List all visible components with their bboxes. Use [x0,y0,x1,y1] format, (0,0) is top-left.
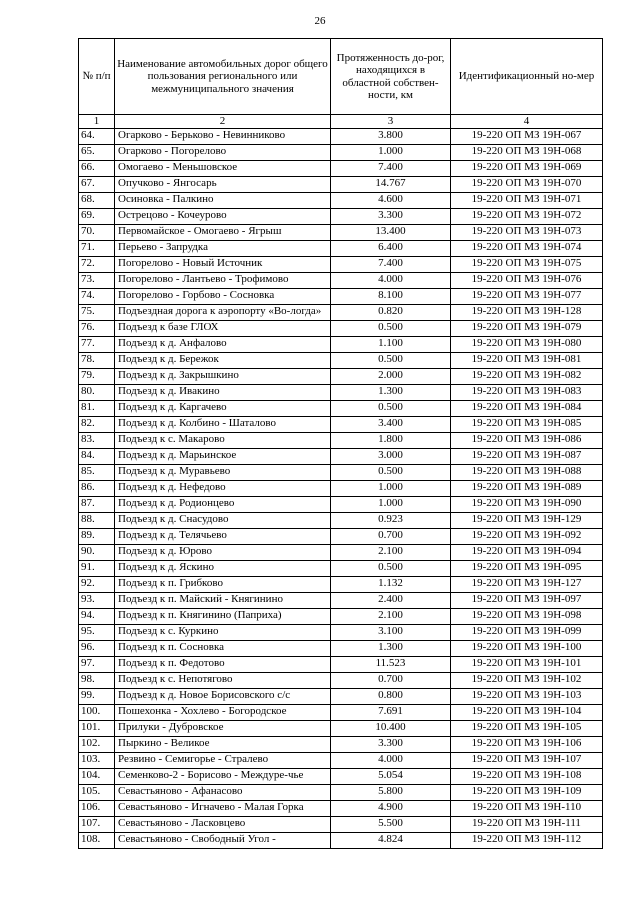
road-id: 19-220 ОП МЗ 19Н-079 [451,321,603,337]
table-row [79,369,603,385]
road-length: 4.900 [331,801,451,817]
row-number: 100. [79,705,115,721]
road-id: 19-220 ОП МЗ 19Н-075 [451,257,603,273]
road-length: 7.400 [331,161,451,177]
road-length: 1.300 [331,641,451,657]
column-number: 2 [115,115,331,129]
road-id: 19-220 ОП МЗ 19Н-080 [451,337,603,353]
road-id: 19-220 ОП МЗ 19Н-094 [451,545,603,561]
row-number: 87. [79,497,115,513]
row-number: 70. [79,225,115,241]
road-id: 19-220 ОП МЗ 19Н-069 [451,161,603,177]
row-number: 101. [79,721,115,737]
road-name: Прилуки - Дубровское [115,721,331,737]
row-number: 77. [79,337,115,353]
table-row [79,529,603,545]
road-id: 19-220 ОП МЗ 19Н-106 [451,737,603,753]
row-number: 84. [79,449,115,465]
road-name: Перьево - Запрудка [115,241,331,257]
road-name: Севастьяново - Игначево - Малая Горка [115,801,331,817]
road-length: 4.000 [331,753,451,769]
table-row [79,401,603,417]
road-id: 19-220 ОП МЗ 19Н-086 [451,433,603,449]
road-name: Подъезд к д. Снасудово [115,513,331,529]
road-id: 19-220 ОП МЗ 19Н-129 [451,513,603,529]
road-name: Погорелово - Горбово - Сосновка [115,289,331,305]
road-name: Подъездная дорога к аэропорту «Во-логда» [115,305,331,321]
road-length: 0.923 [331,513,451,529]
row-number: 95. [79,625,115,641]
road-length: 1.132 [331,577,451,593]
road-name: Подъезд к с. Куркино [115,625,331,641]
road-id: 19-220 ОП МЗ 19Н-081 [451,353,603,369]
road-name: Подъезд к д. Яскино [115,561,331,577]
road-length: 2.100 [331,609,451,625]
row-number: 73. [79,273,115,289]
road-length: 1.800 [331,433,451,449]
table-row [79,801,603,817]
row-number: 98. [79,673,115,689]
table-row [79,449,603,465]
table-row [79,145,603,161]
row-number: 107. [79,817,115,833]
row-number: 66. [79,161,115,177]
road-id: 19-220 ОП МЗ 19Н-072 [451,209,603,225]
table-row [79,161,603,177]
table-row [79,593,603,609]
road-name: Подъезд к д. Марьинское [115,449,331,465]
road-id: 19-220 ОП МЗ 19Н-097 [451,593,603,609]
roads-table [78,38,603,849]
table-row [79,257,603,273]
road-length: 0.500 [331,561,451,577]
row-number: 80. [79,385,115,401]
row-number: 85. [79,465,115,481]
road-id: 19-220 ОП МЗ 19Н-084 [451,401,603,417]
road-name: Подъезд к базе ГЛОХ [115,321,331,337]
row-number: 97. [79,657,115,673]
table-row [79,225,603,241]
road-length: 11.523 [331,657,451,673]
row-number: 82. [79,417,115,433]
road-length: 0.800 [331,689,451,705]
road-id: 19-220 ОП МЗ 19Н-076 [451,273,603,289]
road-id: 19-220 ОП МЗ 19Н-099 [451,625,603,641]
table-row [79,209,603,225]
table-row [79,689,603,705]
road-name: Подъезд к п. Майский - Княгинино [115,593,331,609]
row-number: 105. [79,785,115,801]
road-length: 1.000 [331,497,451,513]
row-number: 103. [79,753,115,769]
road-length: 5.054 [331,769,451,785]
table-row [79,385,603,401]
table-body [79,129,603,849]
row-number: 102. [79,737,115,753]
row-number: 68. [79,193,115,209]
table-row [79,289,603,305]
row-number: 92. [79,577,115,593]
header-id-number: Идентификационный но-мер [451,39,603,115]
table-row [79,673,603,689]
road-id: 19-220 ОП МЗ 19Н-105 [451,721,603,737]
road-id: 19-220 ОП МЗ 19Н-128 [451,305,603,321]
row-number: 74. [79,289,115,305]
table-row [79,833,603,849]
row-number: 83. [79,433,115,449]
road-name: Пыркино - Великое [115,737,331,753]
road-name: Огарково - Погорелово [115,145,331,161]
row-number: 78. [79,353,115,369]
road-name: Подъезд к п. Грибково [115,577,331,593]
road-id: 19-220 ОП МЗ 19Н-071 [451,193,603,209]
table-row [79,465,603,481]
road-name: Подъезд к д. Юрово [115,545,331,561]
road-id: 19-220 ОП МЗ 19Н-067 [451,129,603,145]
table-row [79,433,603,449]
road-name: Подъезд к п. Княгинино (Паприха) [115,609,331,625]
road-name: Погорелово - Лантьево - Трофимово [115,273,331,289]
road-name: Подъезд к д. Телячьево [115,529,331,545]
row-number: 104. [79,769,115,785]
road-id: 19-220 ОП МЗ 19Н-104 [451,705,603,721]
road-name: Омогаево - Меньшовское [115,161,331,177]
road-name: Подъезд к с. Макарово [115,433,331,449]
table-row [79,129,603,145]
road-length: 3.300 [331,209,451,225]
road-id: 19-220 ОП МЗ 19Н-090 [451,497,603,513]
row-number: 88. [79,513,115,529]
row-number: 64. [79,129,115,145]
row-number: 96. [79,641,115,657]
road-name: Огарково - Берьково - Невинниково [115,129,331,145]
road-length: 7.400 [331,257,451,273]
road-length: 3.000 [331,449,451,465]
row-number: 81. [79,401,115,417]
road-length: 4.000 [331,273,451,289]
road-id: 19-220 ОП МЗ 19Н-070 [451,177,603,193]
road-name: Резвино - Семигорье - Стралево [115,753,331,769]
header-row [79,39,603,115]
road-id: 19-220 ОП МЗ 19Н-111 [451,817,603,833]
table-row [79,321,603,337]
road-id: 19-220 ОП МЗ 19Н-108 [451,769,603,785]
road-id: 19-220 ОП МЗ 19Н-103 [451,689,603,705]
road-name: Подъезд к д. Муравьево [115,465,331,481]
row-number: 99. [79,689,115,705]
road-id: 19-220 ОП МЗ 19Н-089 [451,481,603,497]
road-id: 19-220 ОП МЗ 19Н-127 [451,577,603,593]
road-length: 4.600 [331,193,451,209]
row-number: 86. [79,481,115,497]
road-id: 19-220 ОП МЗ 19Н-109 [451,785,603,801]
road-length: 0.500 [331,321,451,337]
road-length: 3.800 [331,129,451,145]
table-row [79,561,603,577]
road-length: 10.400 [331,721,451,737]
table-row [79,785,603,801]
road-id: 19-220 ОП МЗ 19Н-073 [451,225,603,241]
row-number: 79. [79,369,115,385]
road-name: Подъезд к д. Колбино - Шаталово [115,417,331,433]
road-id: 19-220 ОП МЗ 19Н-102 [451,673,603,689]
table-row [79,753,603,769]
road-length: 1.100 [331,337,451,353]
road-length: 0.700 [331,673,451,689]
road-name: Осиновка - Палкино [115,193,331,209]
table-row [79,769,603,785]
table-row [79,241,603,257]
row-number: 89. [79,529,115,545]
road-length: 6.400 [331,241,451,257]
road-length: 0.700 [331,529,451,545]
road-length: 14.767 [331,177,451,193]
road-id: 19-220 ОП МЗ 19Н-077 [451,289,603,305]
road-name: Первомайское - Омогаево - Ягрыш [115,225,331,241]
road-name: Севастьяново - Афанасово [115,785,331,801]
row-number: 106. [79,801,115,817]
road-name: Севастьяново - Свободный Угол - [115,833,331,849]
row-number: 90. [79,545,115,561]
road-length: 3.100 [331,625,451,641]
table-row [79,737,603,753]
road-length: 3.400 [331,417,451,433]
road-name: Подъезд к д. Бережок [115,353,331,369]
column-number-row [79,115,603,129]
row-number: 71. [79,241,115,257]
table-row [79,273,603,289]
column-number: 4 [451,115,603,129]
road-name: Подъезд к п. Федотово [115,657,331,673]
column-number: 1 [79,115,115,129]
row-number: 108. [79,833,115,849]
table-row [79,353,603,369]
road-length: 0.500 [331,465,451,481]
table-row [79,625,603,641]
road-id: 19-220 ОП МЗ 19Н-101 [451,657,603,673]
road-name: Семенково-2 - Борисово - Междуре-чье [115,769,331,785]
road-id: 19-220 ОП МЗ 19Н-100 [451,641,603,657]
table-row [79,577,603,593]
table-row [79,657,603,673]
row-number: 72. [79,257,115,273]
header-road-name: Наименование автомобильных дорог общего пользования регионального или межмуниципального значения [115,39,331,115]
table-row [79,721,603,737]
table-row [79,641,603,657]
road-length: 0.820 [331,305,451,321]
table-row [79,481,603,497]
road-length: 2.100 [331,545,451,561]
page-number: 26 [314,15,326,27]
road-length: 1.000 [331,145,451,161]
table-row [79,545,603,561]
header-number: № п/п [79,39,115,115]
road-length: 7.691 [331,705,451,721]
road-length: 8.100 [331,289,451,305]
road-length: 2.000 [331,369,451,385]
road-length: 4.824 [331,833,451,849]
road-id: 19-220 ОП МЗ 19Н-110 [451,801,603,817]
table-row [79,609,603,625]
table-row [79,817,603,833]
road-name: Острецово - Кочеурово [115,209,331,225]
road-length: 5.800 [331,785,451,801]
row-number: 76. [79,321,115,337]
table-row [79,193,603,209]
road-id: 19-220 ОП МЗ 19Н-087 [451,449,603,465]
road-id: 19-220 ОП МЗ 19Н-074 [451,241,603,257]
road-name: Подъезд к п. Сосновка [115,641,331,657]
row-number: 75. [79,305,115,321]
column-number: 3 [331,115,451,129]
row-number: 65. [79,145,115,161]
road-name: Подъезд к д. Закрышкино [115,369,331,385]
road-name: Опучково - Янгосарь [115,177,331,193]
road-id: 19-220 ОП МЗ 19Н-098 [451,609,603,625]
road-name: Подъезд к д. Каргачево [115,401,331,417]
road-length: 5.500 [331,817,451,833]
road-name: Подъезд к д. Анфалово [115,337,331,353]
road-id: 19-220 ОП МЗ 19Н-083 [451,385,603,401]
table-row [79,417,603,433]
road-length: 13.400 [331,225,451,241]
header-length: Протяженность до-рог, находящихся в областной собствен-ности, км [331,39,451,115]
road-length: 2.400 [331,593,451,609]
table-row [79,497,603,513]
road-id: 19-220 ОП МЗ 19Н-112 [451,833,603,849]
road-name: Подъезд к д. Новое Борисовского с/с [115,689,331,705]
road-length: 0.500 [331,353,451,369]
table-row [79,305,603,321]
row-number: 91. [79,561,115,577]
road-id: 19-220 ОП МЗ 19Н-107 [451,753,603,769]
row-number: 67. [79,177,115,193]
road-id: 19-220 ОП МЗ 19Н-085 [451,417,603,433]
road-name: Подъезд к д. Нефедово [115,481,331,497]
row-number: 93. [79,593,115,609]
table-row [79,705,603,721]
road-length: 3.300 [331,737,451,753]
road-id: 19-220 ОП МЗ 19Н-082 [451,369,603,385]
table-row [79,177,603,193]
row-number: 94. [79,609,115,625]
road-name: Севастьяново - Ласковцево [115,817,331,833]
road-name: Подъезд к д. Родионцево [115,497,331,513]
road-name: Пошехонка - Хохлево - Богородское [115,705,331,721]
road-name: Погорелово - Новый Источник [115,257,331,273]
road-length: 0.500 [331,401,451,417]
road-name: Подъезд к с. Непотягово [115,673,331,689]
road-id: 19-220 ОП МЗ 19Н-068 [451,145,603,161]
road-id: 19-220 ОП МЗ 19Н-088 [451,465,603,481]
road-length: 1.300 [331,385,451,401]
road-id: 19-220 ОП МЗ 19Н-092 [451,529,603,545]
row-number: 69. [79,209,115,225]
table-row [79,513,603,529]
road-name: Подъезд к д. Ивакино [115,385,331,401]
road-length: 1.000 [331,481,451,497]
table-row [79,337,603,353]
road-id: 19-220 ОП МЗ 19Н-095 [451,561,603,577]
